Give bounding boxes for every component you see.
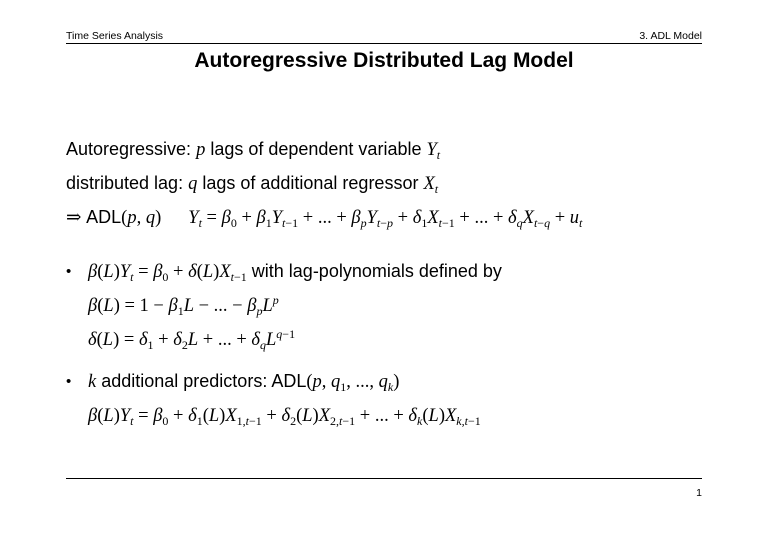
k-predictors-desc: additional predictors: [96, 371, 272, 391]
bullet-marker: • [66, 263, 72, 280]
distributed-lag-label: distributed lag: [66, 173, 189, 193]
lag-polynomial-equation: $\beta(L)Y_t = \beta_0 + \delta(L)X_{t-1}$ [88, 262, 247, 284]
adl-args: (p, q) [121, 208, 162, 228]
implies-arrow: ⇒ [66, 208, 87, 228]
adl-equation [66, 206, 582, 229]
delta-polynomial: $\delta(L) = \delta_1 + \delta_2L$ + ... + $\delta_qL^{q-1}$ [88, 327, 296, 352]
math-q: q [188, 174, 198, 194]
math-p: p [196, 140, 206, 160]
lag-polynomial-desc: with lag-polynomials defined by [246, 261, 502, 281]
lag-polynomial-form [88, 260, 502, 283]
adl-formula: $Y_t = \beta_0 + \beta_1Y_{t-1}$ + ... + $\beta_pY_{t-p} + \delta_1X_{t-1}$ + ... + $\delta_qX_{t-q} + u_t$ [188, 208, 583, 230]
beta-polynomial: $\beta(L) = 1 - \beta_1L$ − ... − $\beta_pL^p$ [88, 293, 279, 318]
adl-label: ADL [271, 371, 307, 391]
running-header [66, 30, 702, 42]
adl-k-args: (p, $q_1$, ..., $q_k$) [306, 372, 400, 394]
autoregressive-label: Autoregressive: [66, 139, 197, 159]
header-course-title: Time Series Analysis [66, 30, 164, 42]
bullet-marker: • [66, 373, 72, 390]
k-predictors-line [88, 370, 399, 393]
header-rule [66, 43, 702, 44]
math-Xt: $X_t$ [423, 174, 439, 196]
autoregressive-desc: lags of dependent variable [205, 139, 427, 159]
adl-k-equation: $\beta(L)Y_t = \beta_0 + \delta_1(L)X_{1,t-1} + \delta_2(L)X_{2,t-1}$ + ... + $\delta_k(L)X_{k,t-1}$ [88, 406, 481, 428]
math-Yt: $Y_t$ [426, 140, 441, 162]
header-section-title: 3. ADL Model [639, 30, 702, 42]
adl-label: ADL [86, 207, 122, 227]
page-number: 1 [696, 487, 702, 499]
footer-rule [66, 478, 702, 479]
slide-title: Autoregressive Distributed Lag Model [194, 49, 574, 72]
math-k: k [88, 372, 97, 392]
distributed-lag-desc: lags of additional regressor [197, 173, 424, 193]
autoregressive-definition [66, 138, 440, 161]
distributed-lag-definition [66, 172, 438, 195]
